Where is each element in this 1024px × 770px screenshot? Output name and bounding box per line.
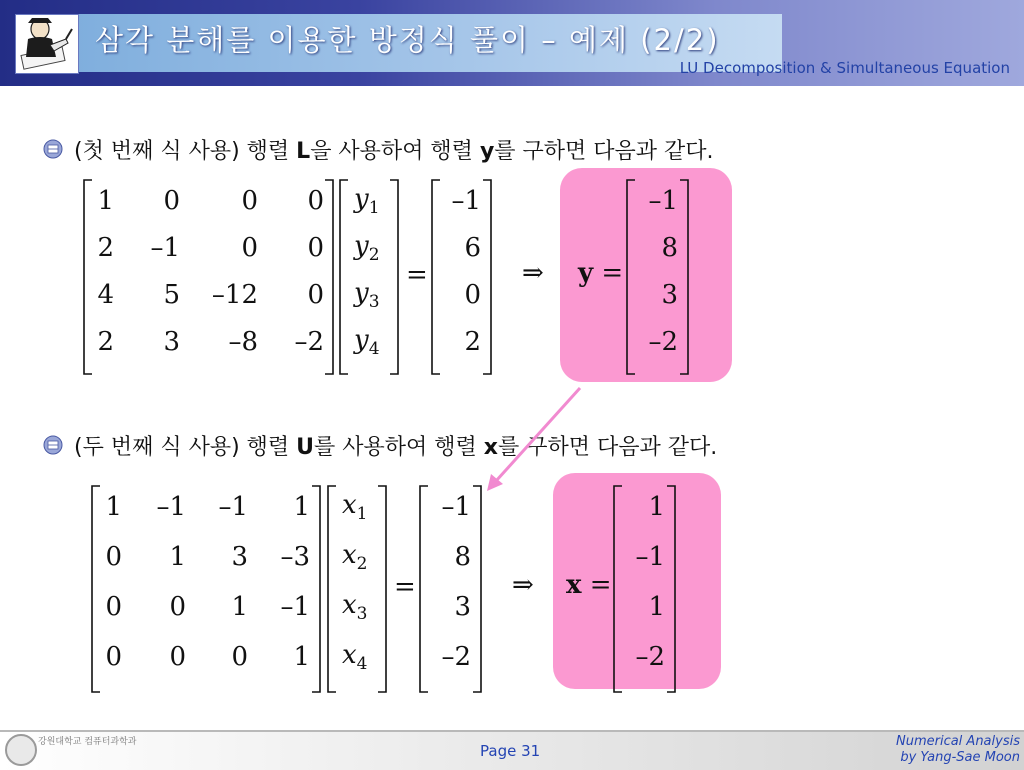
credit <box>896 734 1020 766</box>
variable-subscript: 4 <box>356 654 368 674</box>
matrix-cell: –1 <box>150 233 180 263</box>
matrix-cell: 1 <box>293 642 310 672</box>
variable-subscript: 1 <box>356 504 368 524</box>
bullet-1-text: (첫 번째 식 사용) 행렬 L을 사용하여 행렬 y를 구하면 다음과 같다. <box>74 139 714 164</box>
matrix-cell: –12 <box>211 280 258 310</box>
matrix-cell: –1 <box>280 592 310 622</box>
variable-letter: x <box>342 540 357 570</box>
matrix-cell: 0 <box>105 592 122 622</box>
rhs-cell: –2 <box>441 642 471 672</box>
matrix-cell: 3 <box>231 542 248 572</box>
matrix-cell: –3 <box>280 542 310 572</box>
result-variable: y <box>578 258 594 288</box>
result-cell: –2 <box>648 327 678 357</box>
variable-subscript: 2 <box>356 554 368 574</box>
variable-cell <box>342 592 368 623</box>
matrix-cell: 0 <box>231 642 248 672</box>
variable-subscript: 1 <box>368 198 380 218</box>
matrix-bracket <box>667 486 675 692</box>
matrix-cell: –1 <box>156 492 186 522</box>
matrix-cell: –8 <box>228 327 258 357</box>
variable-letter: y <box>354 278 369 308</box>
matrix-cell: 0 <box>307 280 324 310</box>
matrix-cell: –1 <box>218 492 248 522</box>
matrix-cell: 0 <box>163 186 180 216</box>
rhs-cell: 2 <box>464 327 481 357</box>
result-cell: –1 <box>648 186 678 216</box>
variable-subscript: 3 <box>356 604 368 624</box>
matrix-cell: 0 <box>105 542 122 572</box>
rhs-cell: 8 <box>454 542 471 572</box>
matrix-cell: 4 <box>97 280 114 310</box>
rhs-cell: 6 <box>464 233 481 263</box>
rhs-cell: 0 <box>464 280 481 310</box>
matrix-cell: 1 <box>293 492 310 522</box>
variable-letter: y <box>354 184 369 214</box>
matrix-cell: 0 <box>169 642 186 672</box>
variable-letter: y <box>354 325 369 355</box>
matrix-cell: 0 <box>307 233 324 263</box>
variable-subscript: 3 <box>368 292 380 312</box>
matrix-cell: 0 <box>241 186 258 216</box>
matrix-cell: 1 <box>169 542 186 572</box>
matrix-cell: 0 <box>307 186 324 216</box>
result-cell: 1 <box>648 492 665 522</box>
matrix-cell: 2 <box>97 233 114 263</box>
university-seal-icon <box>5 734 37 766</box>
variable-letter: y <box>354 231 369 261</box>
rhs-cell: –1 <box>441 492 471 522</box>
variable-letter: x <box>342 490 357 520</box>
equals-sign: = <box>406 260 428 290</box>
variable-cell <box>342 542 368 573</box>
matrix-cell: 1 <box>105 492 122 522</box>
result-cell: –2 <box>635 642 665 672</box>
variable-letter: x <box>342 640 357 670</box>
bullet-2-text: (두 번째 식 사용) 행렬 U를 사용하여 행렬 x를 구하면 다음과 같다. <box>74 435 718 460</box>
matrix-bracket <box>378 486 386 692</box>
rhs-cell: 3 <box>454 592 471 622</box>
matrix-cell: 1 <box>97 186 114 216</box>
result-variable: x <box>566 570 582 600</box>
matrix-cell: –2 <box>294 327 324 357</box>
page-subtitle: LU Decomposition & Simultaneous Equation <box>679 59 1010 77</box>
result-cell: –1 <box>635 542 665 572</box>
page-title: 삼각 분해를 이용한 방정식 풀이 – 예제 (2/2) <box>95 23 720 57</box>
variable-subscript: 4 <box>368 339 380 359</box>
matrix-bracket <box>328 486 336 692</box>
matrix-cell: 0 <box>169 592 186 622</box>
result-cell: 3 <box>661 280 678 310</box>
result-equals: = <box>593 258 624 288</box>
matrix-bracket <box>473 486 481 692</box>
equals-sign: = <box>394 572 416 602</box>
matrix-cell: 3 <box>163 327 180 357</box>
matrix-cell: 5 <box>163 280 180 310</box>
result-equals: = <box>581 570 612 600</box>
university-name: 강원대학교 컴퓨터과학과 <box>38 737 137 747</box>
matrix-cell: 2 <box>97 327 114 357</box>
matrix-cell: 0 <box>241 233 258 263</box>
page-number: Page 31 <box>480 742 541 760</box>
credit-line-2: by Yang-Sae Moon <box>900 750 1020 765</box>
credit-line-1: Numerical Analysis <box>895 734 1020 749</box>
matrix-cell: 0 <box>105 642 122 672</box>
matrix-bracket <box>312 486 320 692</box>
variable-letter: x <box>342 590 357 620</box>
rhs-cell: –1 <box>451 186 481 216</box>
variable-cell <box>342 642 368 673</box>
result-cell: 8 <box>661 233 678 263</box>
matrix-cell: 1 <box>231 592 248 622</box>
variable-cell <box>342 492 368 523</box>
implies-arrow: ⇒ <box>522 258 544 288</box>
implies-arrow: ⇒ <box>512 570 534 600</box>
variable-subscript: 2 <box>368 245 380 265</box>
result-cell: 1 <box>648 592 665 622</box>
